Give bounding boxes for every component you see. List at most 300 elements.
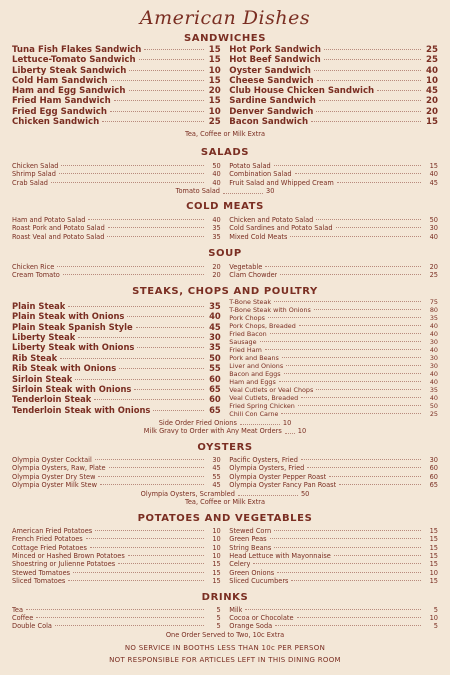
menu-item bbox=[12, 162, 221, 170]
item-price: 40 bbox=[429, 377, 438, 386]
item-name: Cold Sardines and Potato Salad bbox=[229, 224, 333, 233]
dot-leader bbox=[270, 538, 421, 539]
dot-leader bbox=[329, 476, 421, 477]
menu-item bbox=[12, 577, 221, 585]
dot-leader bbox=[301, 459, 421, 460]
item-price: 10 bbox=[297, 427, 307, 436]
dot-leader bbox=[95, 459, 204, 460]
dot-leader bbox=[281, 413, 421, 414]
item-price: 40 bbox=[429, 393, 438, 402]
dot-leader bbox=[55, 625, 204, 626]
item-name: Sliced Cucumbers bbox=[229, 577, 289, 586]
item-price: 15 bbox=[212, 577, 221, 586]
item-name: Olympia Oyster Fancy Pan Roast bbox=[229, 481, 337, 490]
item-name: Rib Steak bbox=[12, 352, 58, 363]
menu-item bbox=[12, 527, 221, 535]
item-name: Double Cola bbox=[12, 622, 52, 631]
steaks-center-item-2 bbox=[12, 427, 438, 436]
oysters-left-column bbox=[12, 456, 221, 490]
dot-leader bbox=[240, 417, 280, 426]
item-price: 35 bbox=[429, 385, 438, 394]
menu-item bbox=[12, 179, 221, 187]
menu-item bbox=[12, 473, 221, 481]
menu-item bbox=[12, 66, 221, 76]
salads-right-column bbox=[229, 162, 438, 187]
menu-item bbox=[12, 394, 221, 404]
drinks-list bbox=[12, 606, 438, 631]
item-price: 40 bbox=[209, 311, 221, 322]
dot-leader bbox=[275, 625, 421, 626]
item-name: Olympia Oysters, Scrambled bbox=[140, 489, 235, 498]
item-price: 5 bbox=[216, 622, 221, 631]
dot-leader bbox=[223, 185, 263, 194]
dot-leader bbox=[279, 381, 421, 382]
item-name: Rib Steak with Onions bbox=[12, 363, 117, 374]
menu-item bbox=[229, 162, 438, 170]
dot-leader bbox=[253, 563, 421, 564]
item-name: Hot Beef Sandwich bbox=[229, 55, 321, 66]
item-price: 15 bbox=[426, 117, 438, 128]
item-name: Plain Steak bbox=[12, 300, 66, 311]
dot-leader bbox=[86, 538, 204, 539]
item-name: Liberty Steak bbox=[12, 332, 76, 343]
item-price: 30 bbox=[429, 224, 438, 233]
dot-leader bbox=[127, 316, 203, 317]
menu-item bbox=[12, 45, 221, 55]
section-title-salads: SALADS bbox=[200, 146, 250, 158]
item-price: 35 bbox=[429, 313, 438, 322]
item-name: Fried Egg Sandwich bbox=[12, 106, 107, 117]
dot-leader bbox=[63, 274, 204, 275]
dot-leader bbox=[265, 349, 421, 350]
menu-item bbox=[12, 233, 221, 241]
item-price: 10 bbox=[208, 106, 221, 117]
item-name: Head Lettuce with Mayonnaise bbox=[229, 552, 331, 561]
dot-leader bbox=[88, 219, 203, 220]
item-name: Club House Chicken Sandwich bbox=[229, 86, 375, 97]
dot-leader bbox=[377, 90, 421, 91]
oysters-right-column bbox=[229, 456, 438, 490]
item-price: 65 bbox=[209, 384, 221, 395]
item-name: Shoestring or Julienne Potatoes bbox=[12, 560, 116, 569]
item-price: 15 bbox=[429, 552, 438, 561]
menu-item bbox=[12, 614, 221, 622]
drinks-right-column bbox=[229, 606, 438, 631]
item-price: 60 bbox=[429, 464, 438, 473]
item-name: Pork and Beans bbox=[229, 353, 279, 362]
dot-leader bbox=[245, 609, 421, 610]
soup-left-column bbox=[12, 263, 221, 280]
item-name: Plain Steak with Onions bbox=[12, 311, 125, 322]
dot-leader bbox=[26, 609, 204, 610]
potatoes-list bbox=[12, 527, 438, 586]
menu-item bbox=[229, 569, 438, 577]
dot-leader bbox=[339, 484, 421, 485]
item-price: 50 bbox=[212, 161, 221, 170]
item-price: 15 bbox=[429, 543, 438, 552]
item-price: 20 bbox=[212, 271, 221, 280]
section-title-oysters: OYSTERS bbox=[197, 442, 253, 453]
dot-leader bbox=[107, 236, 203, 237]
item-price: 10 bbox=[212, 535, 221, 544]
item-price: 30 bbox=[212, 456, 221, 464]
dot-leader bbox=[102, 121, 203, 122]
menu-item bbox=[12, 606, 221, 614]
item-name: Orange Soda bbox=[229, 622, 273, 631]
menu-item bbox=[12, 552, 221, 560]
dot-leader bbox=[68, 580, 203, 581]
item-name: Chicken and Potato Salad bbox=[229, 215, 314, 224]
item-name: Bacon and Eggs bbox=[229, 369, 281, 378]
item-price: 40 bbox=[429, 232, 438, 241]
item-price: 25 bbox=[208, 117, 221, 128]
menu-item bbox=[229, 96, 438, 106]
sandwiches-list bbox=[12, 45, 438, 127]
item-name: Fried Bacon bbox=[229, 329, 267, 338]
menu-item bbox=[229, 473, 438, 481]
dot-leader bbox=[90, 547, 204, 548]
dot-leader bbox=[68, 306, 203, 307]
dot-leader bbox=[59, 173, 204, 174]
dot-leader bbox=[57, 266, 203, 267]
oysters-list bbox=[12, 456, 438, 490]
item-price: 45 bbox=[426, 86, 438, 97]
potatoes-left-column bbox=[12, 527, 221, 586]
dot-leader bbox=[307, 467, 421, 468]
menu-item bbox=[229, 370, 438, 378]
item-price: 45 bbox=[212, 464, 221, 473]
menu-item bbox=[12, 374, 221, 384]
menu-item bbox=[12, 271, 221, 279]
item-name: Tea bbox=[12, 605, 24, 614]
item-price: 15 bbox=[208, 55, 221, 66]
menu-item bbox=[12, 560, 221, 568]
item-name: Liberty Steak with Onions bbox=[12, 342, 135, 353]
item-price: 40 bbox=[429, 329, 438, 338]
dot-leader bbox=[265, 266, 421, 267]
item-name: Ham and Eggs bbox=[229, 377, 276, 386]
item-price: 30 bbox=[429, 353, 438, 362]
menu-item bbox=[229, 614, 438, 622]
dot-leader bbox=[316, 389, 421, 390]
item-name: Cottage Fried Potatoes bbox=[12, 543, 87, 552]
dot-leader bbox=[319, 100, 421, 101]
menu-item bbox=[12, 332, 221, 342]
item-price: 35 bbox=[212, 224, 221, 233]
menu-item bbox=[229, 322, 438, 330]
item-price: 45 bbox=[429, 178, 438, 187]
item-price: 40 bbox=[429, 345, 438, 354]
dot-leader bbox=[137, 347, 203, 348]
menu-item bbox=[229, 552, 438, 560]
item-name: Celery bbox=[229, 560, 251, 569]
item-price: 50 bbox=[429, 401, 438, 410]
potatoes-right-column bbox=[229, 527, 438, 586]
item-name: Crab Salad bbox=[12, 178, 48, 187]
menu-item bbox=[229, 66, 438, 76]
item-name: Fried Spring Chicken bbox=[229, 401, 295, 410]
footer-line-2: NOT RESPONSIBLE FOR ARTICLES LEFT IN THIS DINING ROOM bbox=[109, 656, 341, 665]
item-name: Potato Salad bbox=[229, 161, 271, 170]
drinks-note: One Order Served to Two, 10c Extra bbox=[165, 630, 285, 639]
item-name: Minced or Hashed Brown Potatoes bbox=[12, 552, 125, 561]
item-price: 20 bbox=[426, 96, 438, 107]
item-price: 40 bbox=[212, 215, 221, 224]
dot-leader bbox=[295, 173, 421, 174]
dot-leader bbox=[297, 617, 421, 618]
item-name: Fruit Salad and Whipped Cream bbox=[229, 178, 334, 187]
menu-item bbox=[12, 86, 221, 96]
dot-leader bbox=[238, 488, 298, 497]
item-name: Plain Steak Spanish Style bbox=[12, 321, 133, 332]
menu-item bbox=[12, 569, 221, 577]
dot-leader bbox=[78, 337, 203, 338]
item-name: Combination Salad bbox=[229, 170, 292, 179]
dot-leader bbox=[153, 410, 203, 411]
item-name: Tenderloin Steak bbox=[12, 394, 92, 405]
item-name: Pacific Oysters, Fried bbox=[229, 456, 298, 464]
item-name: Ham and Egg Sandwich bbox=[12, 86, 126, 97]
item-name: Liberty Steak Sandwich bbox=[12, 65, 127, 76]
item-name: Tuna Fish Flakes Sandwich bbox=[12, 45, 142, 55]
item-name: Milk Gravy to Order with Any Meat Orders bbox=[143, 427, 282, 436]
menu-item bbox=[229, 394, 438, 402]
sandwiches-note: Tea, Coffee or Milk Extra bbox=[184, 130, 266, 139]
item-name: Olympia Oyster Milk Stew bbox=[12, 481, 97, 490]
item-name: Olympia Oyster Dry Stew bbox=[12, 472, 96, 481]
dot-leader bbox=[119, 368, 204, 369]
dot-leader bbox=[134, 389, 203, 390]
item-name: Roast Pork and Potato Salad bbox=[12, 224, 105, 233]
page-title: American Dishes bbox=[139, 7, 311, 29]
menu-item bbox=[229, 76, 438, 86]
item-name: Sausage bbox=[229, 337, 257, 346]
dot-leader bbox=[285, 425, 295, 434]
dot-leader bbox=[284, 373, 421, 374]
dot-leader bbox=[108, 227, 204, 228]
dot-leader bbox=[129, 90, 204, 91]
menu-item bbox=[229, 464, 438, 472]
menu-item bbox=[229, 402, 438, 410]
drinks-left-column bbox=[12, 606, 221, 631]
dot-leader bbox=[286, 365, 421, 366]
menu-item bbox=[12, 622, 221, 630]
item-name: Ham and Potato Salad bbox=[12, 215, 86, 224]
soup-right-column bbox=[229, 263, 438, 280]
dot-leader bbox=[337, 182, 421, 183]
item-price: 10 bbox=[212, 552, 221, 561]
dot-leader bbox=[118, 563, 204, 564]
item-name: Tenderloin Steak with Onions bbox=[12, 404, 151, 415]
item-name: Denver Sandwich bbox=[229, 106, 314, 117]
item-price: 10 bbox=[208, 65, 221, 76]
item-name: Sirloin Steak with Onions bbox=[12, 384, 132, 395]
menu-item bbox=[229, 535, 438, 543]
item-price: 30 bbox=[209, 332, 221, 343]
item-price: 5 bbox=[216, 614, 221, 623]
menu-item bbox=[12, 263, 221, 271]
menu-item bbox=[229, 577, 438, 585]
sandwiches-right-column bbox=[229, 45, 438, 127]
item-price: 55 bbox=[212, 472, 221, 481]
dot-leader bbox=[336, 227, 421, 228]
item-price: 30 bbox=[429, 361, 438, 370]
menu-item bbox=[229, 354, 438, 362]
sandwiches-left-column bbox=[12, 45, 221, 127]
dot-leader bbox=[291, 580, 421, 581]
section-title-drinks: DRINKS bbox=[201, 591, 249, 603]
menu-item bbox=[12, 216, 221, 224]
dot-leader bbox=[60, 358, 204, 359]
item-name: Fried Ham Sandwich bbox=[12, 96, 111, 107]
section-title-steaks: STEAKS, CHOPS AND POULTRY bbox=[132, 285, 318, 297]
dot-leader bbox=[282, 357, 421, 358]
menu-item bbox=[229, 45, 438, 55]
section-title-sandwiches: SANDWICHES bbox=[183, 33, 267, 44]
item-price: 15 bbox=[429, 560, 438, 569]
item-price: 80 bbox=[429, 305, 438, 314]
item-price: 60 bbox=[209, 394, 221, 405]
item-price: 20 bbox=[212, 263, 221, 271]
item-name: Shrimp Salad bbox=[12, 170, 56, 179]
salads-center-item bbox=[12, 187, 438, 196]
item-name: Veal Cutlets, Breaded bbox=[229, 393, 299, 402]
steaks-center-item-1 bbox=[12, 419, 438, 428]
item-price: 65 bbox=[209, 404, 221, 415]
dot-leader bbox=[290, 236, 421, 237]
item-price: 60 bbox=[429, 472, 438, 481]
menu-item bbox=[229, 330, 438, 338]
dot-leader bbox=[136, 327, 204, 328]
menu-item bbox=[12, 96, 221, 106]
item-price: 15 bbox=[208, 75, 221, 86]
menu-item bbox=[229, 233, 438, 241]
item-name: Sardine Sandwich bbox=[229, 96, 316, 107]
item-price: 50 bbox=[300, 489, 310, 498]
item-name: Milk bbox=[229, 605, 243, 614]
item-price: 5 bbox=[433, 622, 438, 631]
menu-item bbox=[12, 301, 221, 311]
item-name: Sirloin Steak bbox=[12, 373, 73, 384]
item-name: Mixed Cold Meats bbox=[229, 232, 288, 241]
item-name: Olympia Oysters, Fried bbox=[229, 464, 305, 473]
item-price: 15 bbox=[208, 45, 221, 55]
item-name: Cold Ham Sandwich bbox=[12, 75, 108, 86]
menu-item bbox=[229, 170, 438, 178]
item-name: String Beans bbox=[229, 543, 272, 552]
dot-leader bbox=[274, 530, 421, 531]
item-name: Oyster Sandwich bbox=[229, 65, 311, 76]
item-price: 40 bbox=[429, 369, 438, 378]
menu-item bbox=[229, 224, 438, 232]
dot-leader bbox=[144, 49, 203, 50]
footer-line-1: NO SERVICE IN BOOTHS LESS THAN 10c PER PERSON bbox=[124, 644, 326, 653]
item-name: Chicken Salad bbox=[12, 161, 59, 170]
item-name: Green Peas bbox=[229, 535, 267, 544]
item-price: 40 bbox=[429, 321, 438, 330]
menu-item bbox=[229, 527, 438, 535]
item-name: Chicken Rice bbox=[12, 263, 55, 271]
item-name: American Fried Potatoes bbox=[12, 526, 93, 535]
dot-leader bbox=[277, 572, 421, 573]
item-price: 50 bbox=[429, 215, 438, 224]
dot-leader bbox=[274, 165, 421, 166]
item-name: Side Order Fried Onions bbox=[158, 418, 237, 427]
item-price: 20 bbox=[429, 263, 438, 271]
menu-item bbox=[229, 216, 438, 224]
menu-item bbox=[12, 456, 221, 464]
dot-leader bbox=[95, 530, 204, 531]
menu-item bbox=[229, 560, 438, 568]
dot-leader bbox=[270, 333, 421, 334]
menu-item bbox=[12, 55, 221, 65]
steaks-list bbox=[12, 298, 438, 418]
item-name: Pork Chops bbox=[229, 313, 265, 322]
item-price: 10 bbox=[429, 614, 438, 623]
item-price: 5 bbox=[433, 605, 438, 614]
menu-item bbox=[12, 535, 221, 543]
menu-item bbox=[12, 353, 221, 363]
item-price: 15 bbox=[429, 526, 438, 535]
menu-item bbox=[229, 298, 438, 306]
menu-item bbox=[12, 76, 221, 86]
item-name: French Fried Potatoes bbox=[12, 535, 83, 544]
menu-item bbox=[229, 362, 438, 370]
item-name: Stewed Tomatoes bbox=[12, 568, 71, 577]
item-name: Chili Con Carne bbox=[229, 409, 279, 418]
item-price: 30 bbox=[266, 187, 275, 196]
item-price: 15 bbox=[208, 96, 221, 107]
item-price: 35 bbox=[209, 342, 221, 353]
item-name: Sliced Tomatoes bbox=[12, 577, 66, 586]
item-price: 55 bbox=[209, 363, 221, 374]
cold-meats-list bbox=[12, 216, 438, 241]
dot-leader bbox=[94, 399, 203, 400]
menu-item bbox=[12, 170, 221, 178]
menu-item bbox=[229, 456, 438, 464]
menu-item bbox=[12, 384, 221, 394]
item-price: 10 bbox=[212, 543, 221, 552]
menu-item bbox=[12, 464, 221, 472]
section-title-potatoes: POTATOES AND VEGETABLES bbox=[137, 512, 313, 524]
dot-leader bbox=[100, 484, 204, 485]
item-name: Olympia Oyster Cocktail bbox=[12, 456, 92, 464]
item-price: 10 bbox=[429, 568, 438, 577]
dot-leader bbox=[129, 70, 203, 71]
item-price: 15 bbox=[429, 577, 438, 586]
item-price: 40 bbox=[212, 170, 221, 179]
menu-item bbox=[12, 311, 221, 321]
menu-item bbox=[229, 306, 438, 314]
item-price: 65 bbox=[429, 481, 438, 490]
item-price: 75 bbox=[429, 297, 438, 306]
item-name: Cream Tomato bbox=[12, 271, 60, 280]
item-price: 35 bbox=[212, 232, 221, 241]
item-price: 40 bbox=[429, 170, 438, 179]
item-name: Chicken Sandwich bbox=[12, 117, 100, 128]
menu-item bbox=[229, 386, 438, 394]
dot-leader bbox=[98, 476, 203, 477]
dot-leader bbox=[61, 165, 203, 166]
menu-item bbox=[229, 622, 438, 630]
salads-list bbox=[12, 162, 438, 187]
item-name: Fried Ham bbox=[229, 345, 262, 354]
dot-leader bbox=[75, 379, 203, 380]
item-price: 45 bbox=[212, 481, 221, 490]
dot-leader bbox=[314, 70, 421, 71]
item-name: Vegetable bbox=[229, 263, 263, 271]
dot-leader bbox=[128, 555, 204, 556]
